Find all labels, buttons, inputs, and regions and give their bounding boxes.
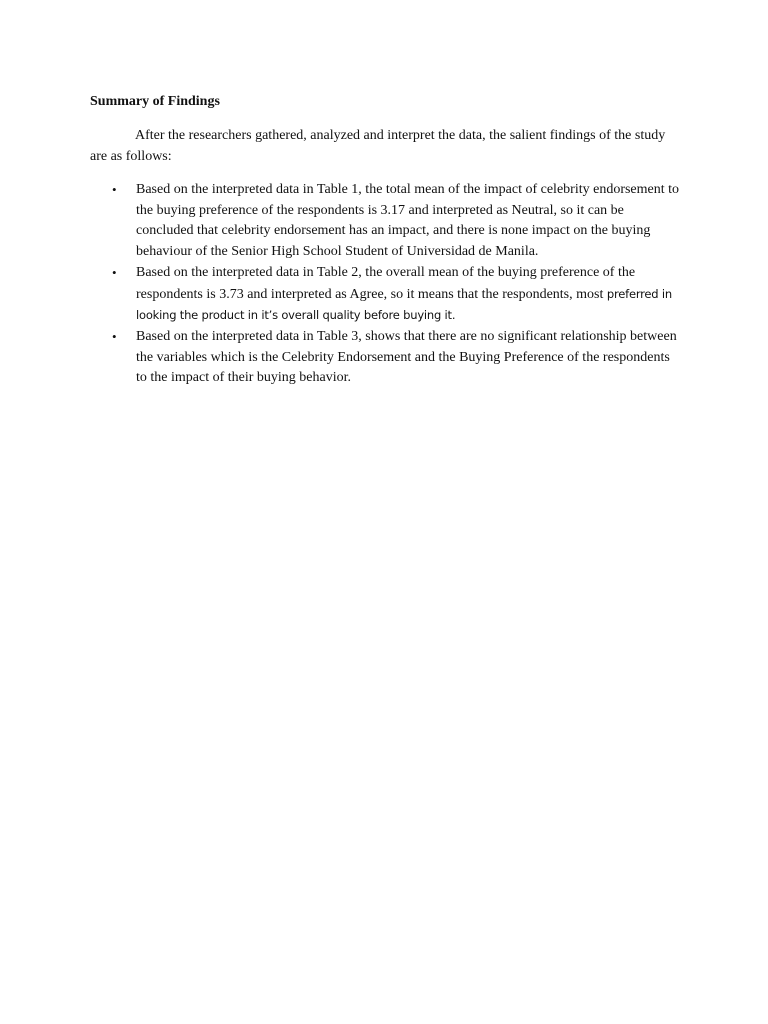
- bullet-icon: •: [112, 182, 117, 197]
- finding-item-2: [112, 263, 682, 327]
- finding-text: Based on the interpreted data in Table 3, shows that there are no significant relationship between the variables which is the Celebrity Endorsement and the Buying Preference of the respondents to the impact of their buying behavior.: [136, 328, 677, 386]
- finding-text: Based on the interpreted data in Table 2, the overall mean of the buying preference of the respondents is 3.73 and interpreted as Agree, so it means that the respondents, most: [136, 264, 636, 302]
- bullet-icon: •: [112, 264, 117, 280]
- bullet-icon: •: [112, 328, 117, 344]
- finding-text: Based on the interpreted data in Table 1, the total mean of the impact of celebrity endorsement to the buying preference of the respondents is 3.17 and interpreted as Neutral, so it can be concluded that celebrity endorsement has an impact, and there is none impact on the buying behaviour of the Senior High School Student of Universidad de Manila.: [136, 182, 680, 260]
- finding-item-3: [112, 327, 682, 389]
- finding-text-alt-font: preferred in looking the product in it’s overall quality before buying it.: [136, 286, 672, 323]
- intro-paragraph: After the researchers gathered, analyzed and interpret the data, the salient findings of the study are as follows:: [90, 128, 666, 164]
- finding-item-1: [112, 180, 682, 263]
- findings-list: [112, 180, 682, 389]
- section-heading: Summary of Findings: [90, 94, 220, 109]
